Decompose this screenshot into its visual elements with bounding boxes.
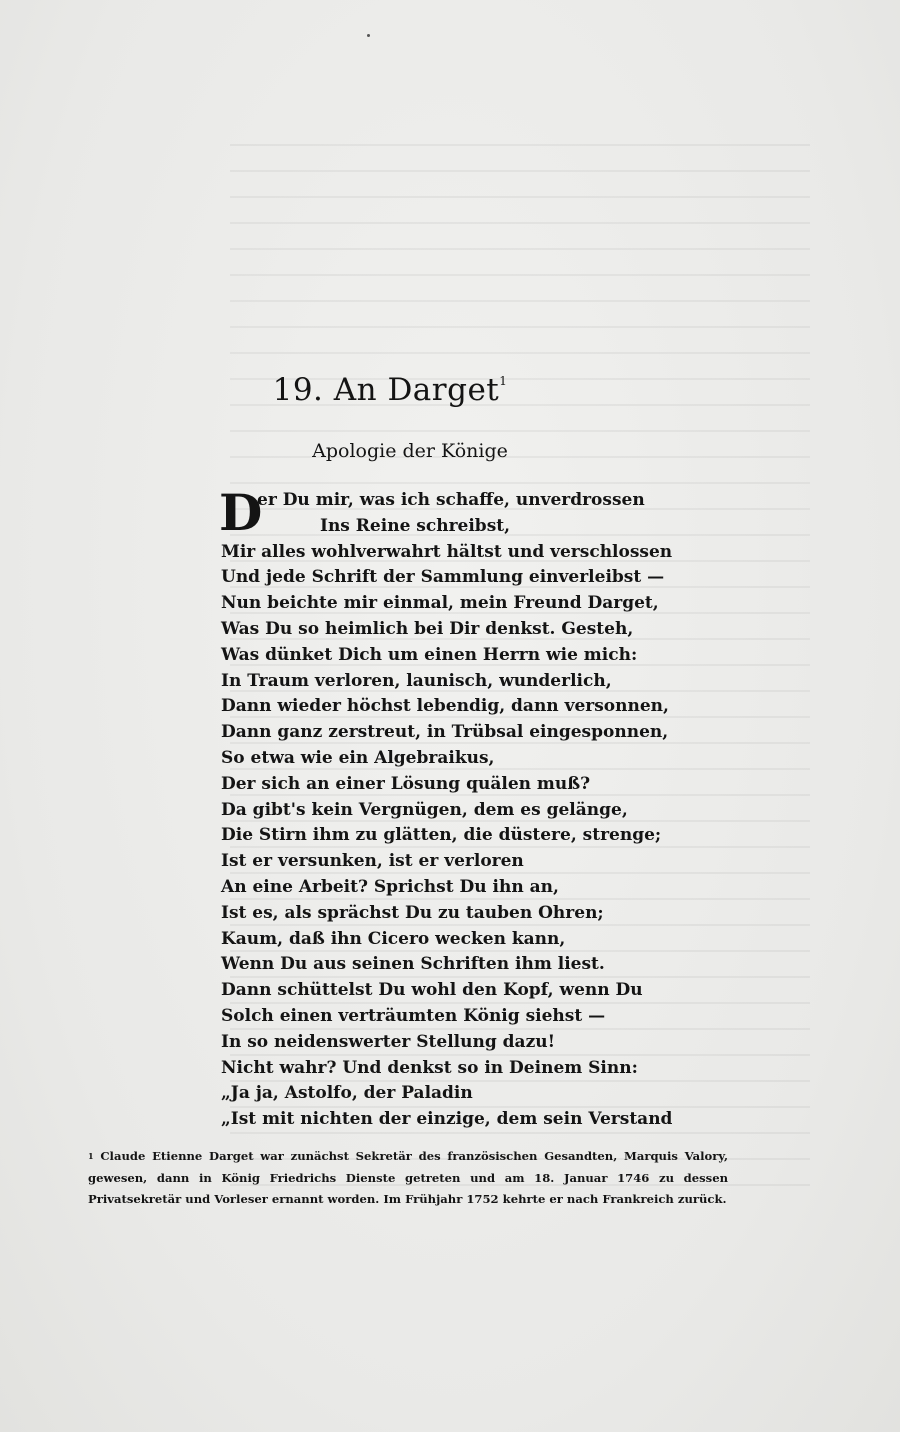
footnote-marker: 1 bbox=[88, 1151, 94, 1161]
poem-title-text: 19. An Darget bbox=[272, 372, 500, 408]
poem-line: In so neidenswerter Stellung dazu! bbox=[221, 1031, 556, 1052]
poem-title bbox=[0, 372, 780, 408]
poem-line: Wenn Du aus seinen Schriften ihm liest. bbox=[221, 954, 605, 975]
ink-dot bbox=[367, 34, 370, 37]
poem-line: Und jede Schrift der Sammlung einverleibst — bbox=[221, 567, 665, 588]
title-footnote-marker: 1 bbox=[499, 374, 508, 388]
poem-line: er Du mir, was ich schaffe, unverdrossen bbox=[257, 490, 645, 510]
poem-line: Ist es, als sprächst Du zu tauben Ohren; bbox=[221, 902, 604, 923]
poem-line: An eine Arbeit? Sprichst Du ihn an, bbox=[221, 876, 559, 897]
poem-line: In Traum verloren, launisch, wunderlich, bbox=[221, 670, 612, 691]
poem-subtitle: Apologie der Könige bbox=[312, 440, 508, 462]
poem-line: Solch einen verträumten König siehst — bbox=[221, 1005, 606, 1026]
footnote-text: Claude Etienne Darget war zunächst Sekretär des französischen Gesandten, Marquis Valory, gewesen, dann in König Friedrichs Dienste getreten und am 18. Januar 1746 zu dessen Privatsekretär und Vorleser ernannt worden. Im Frühjahr 1752 kehrte er nach Frankreich zurück. bbox=[88, 1149, 728, 1206]
poem-line: Was dünket Dich um einen Herrn wie mich: bbox=[221, 644, 638, 665]
poem-line: „Ja ja, Astolfo, der Paladin bbox=[221, 1083, 473, 1104]
poem-line: So etwa wie ein Algebraikus, bbox=[221, 747, 495, 768]
poem-line: Die Stirn ihm zu glätten, die düstere, strenge; bbox=[221, 825, 662, 846]
poem-line: Was Du so heimlich bei Dir denkst. Gesteh, bbox=[221, 618, 634, 639]
poem-line: Dann schüttelst Du wohl den Kopf, wenn Du bbox=[221, 980, 643, 1001]
poem-line: Nun beichte mir einmal, mein Freund Darget, bbox=[221, 593, 659, 614]
poem-body bbox=[219, 483, 673, 1133]
drop-cap: D bbox=[219, 483, 263, 542]
poem-line: Da gibt's kein Vergnügen, dem es gelänge, bbox=[221, 799, 628, 820]
poem-line: „Ist mit nichten der einzige, dem sein Verstand bbox=[221, 1109, 673, 1130]
poem-line: Dann ganz zerstreut, in Trübsal eingesponnen, bbox=[221, 722, 669, 743]
poem-line: Dann wieder höchst lebendig, dann versonnen, bbox=[221, 696, 669, 717]
poem-line: Mir alles wohlverwahrt hältst und verschlossen bbox=[221, 541, 673, 562]
footnote bbox=[88, 1146, 728, 1211]
poem-line: Nicht wahr? Und denkst so in Deinem Sinn: bbox=[221, 1057, 638, 1078]
poem-line: Der sich an einer Lösung quälen muß? bbox=[221, 773, 591, 794]
poem-line: Ist er versunken, ist er verloren bbox=[221, 851, 524, 872]
poem-line: Ins Reine schreibst, bbox=[320, 515, 511, 536]
poem-line: Kaum, daß ihn Cicero wecken kann, bbox=[221, 928, 566, 949]
